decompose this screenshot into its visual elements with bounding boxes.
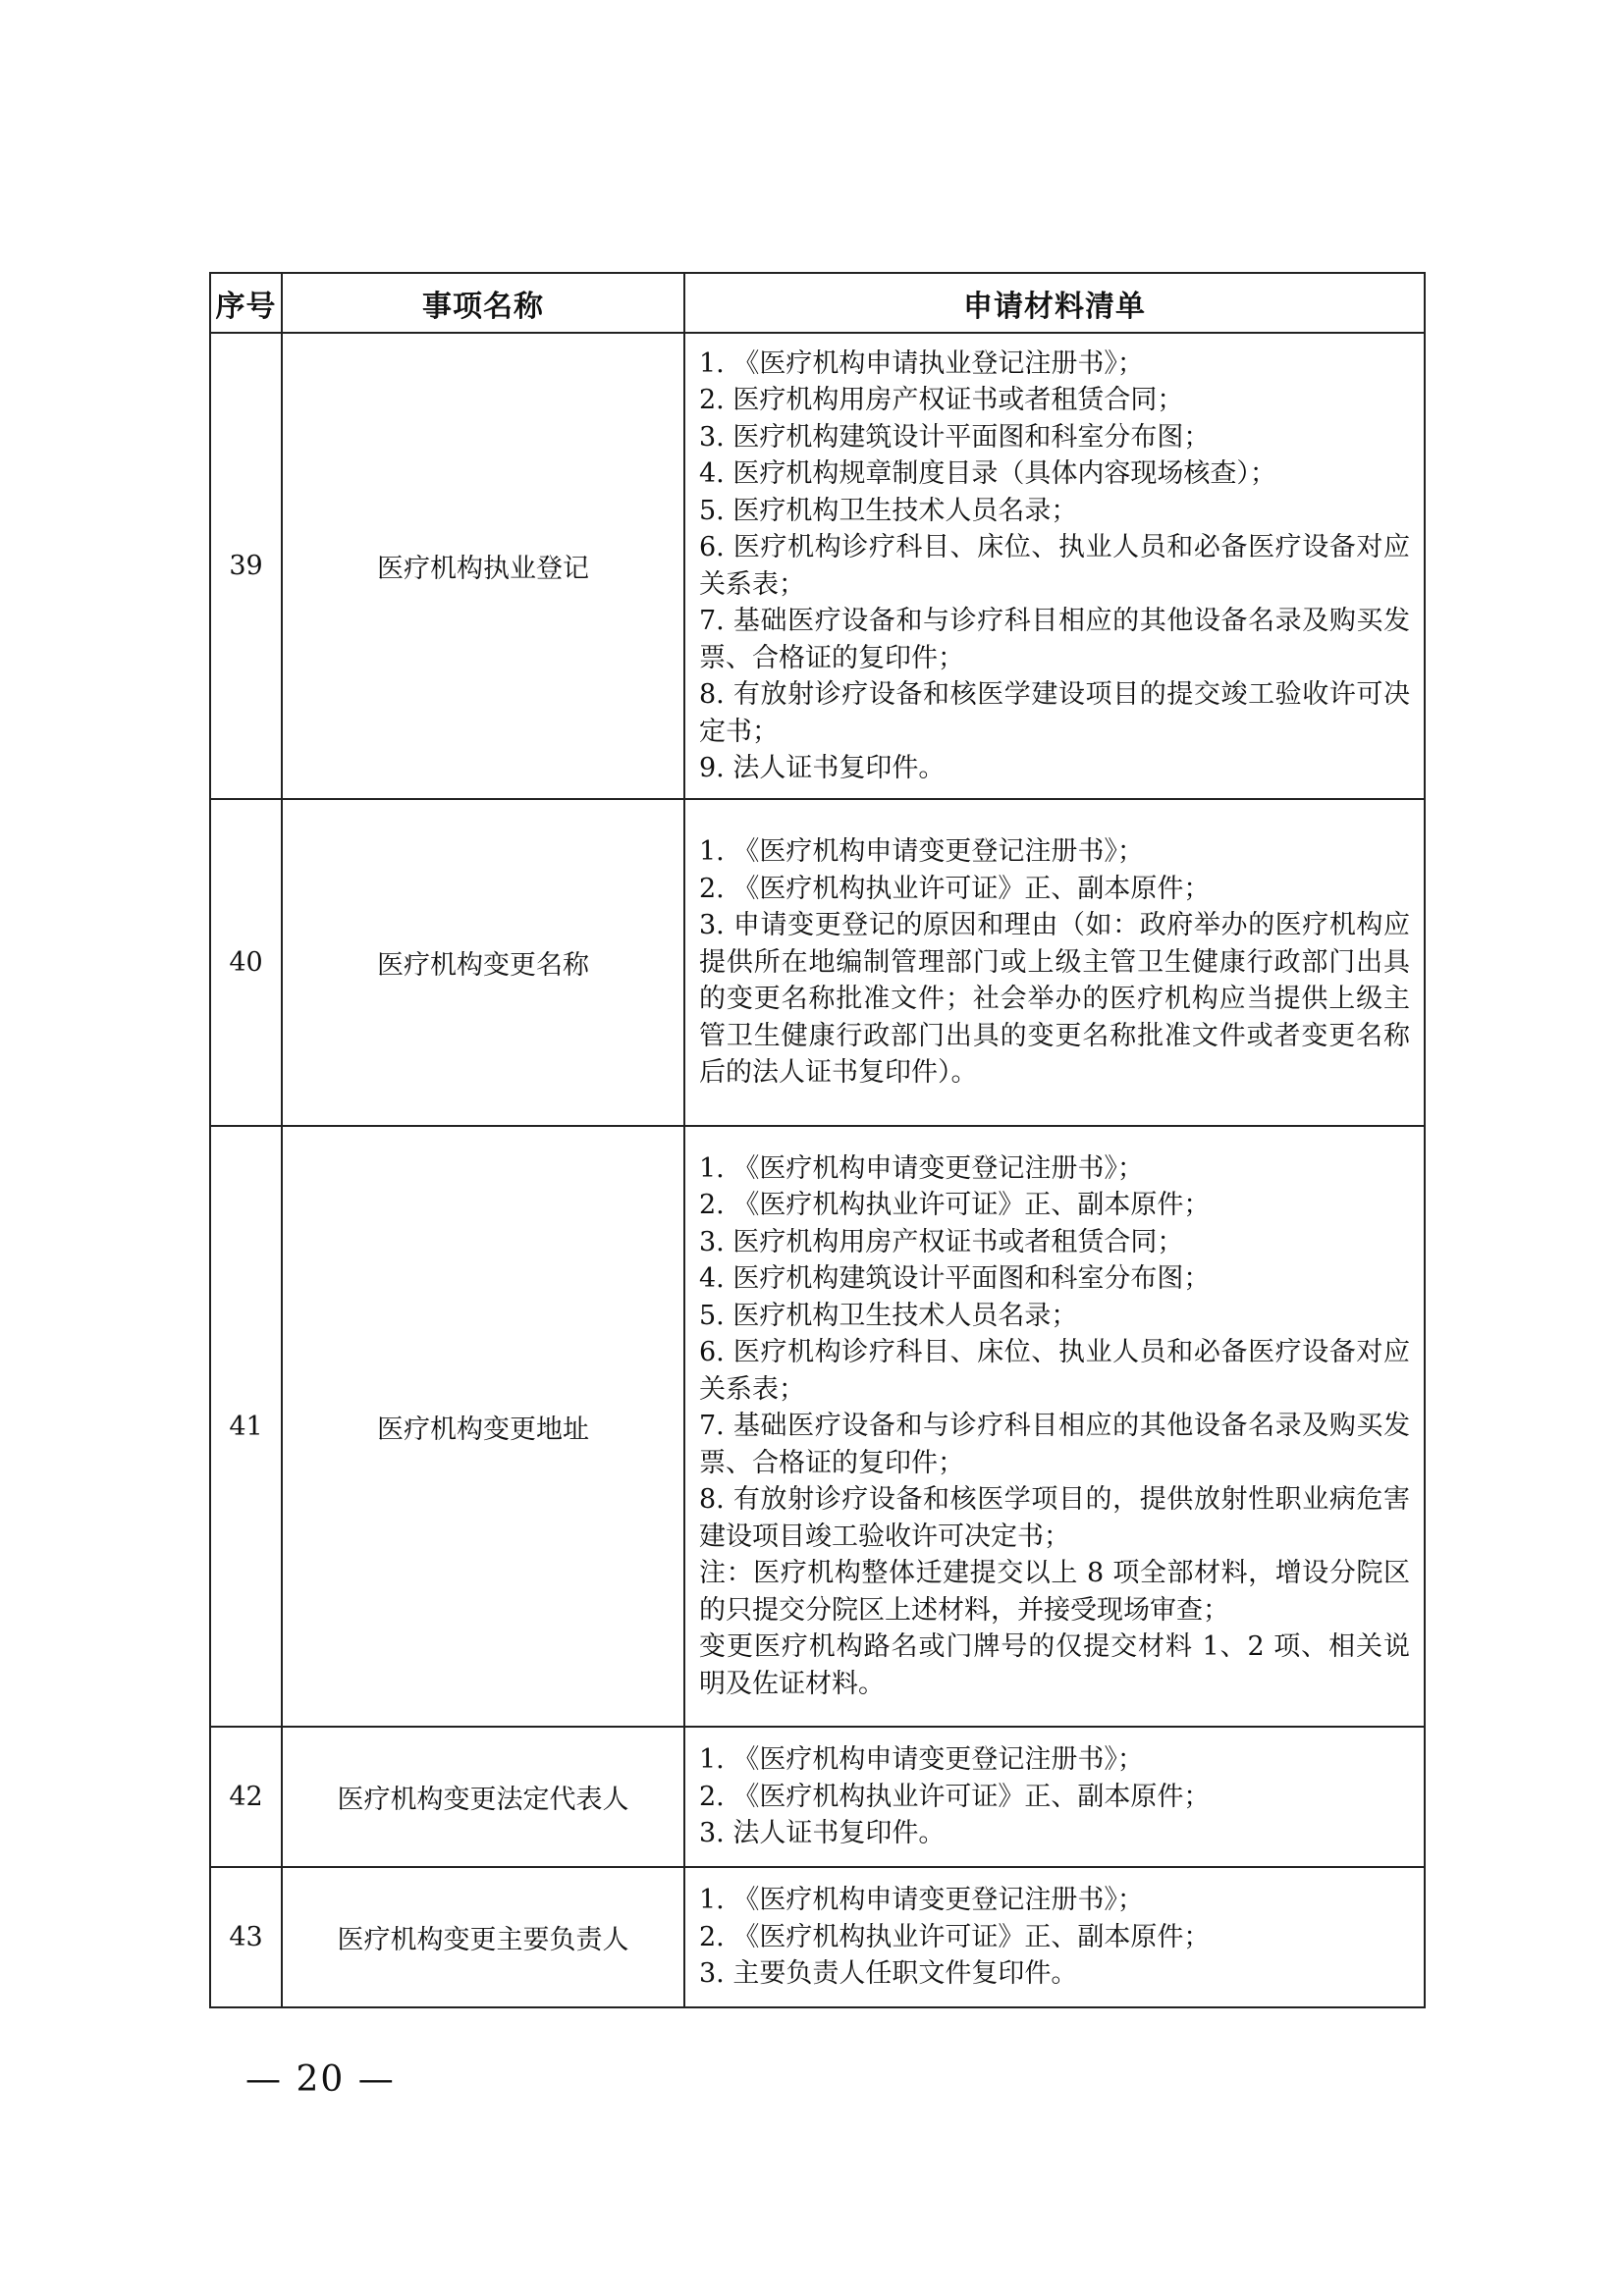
material-line: 3. 医疗机构用房产权证书或者租赁合同； (699, 1226, 1184, 1257)
material-line: 4. 医疗机构建筑设计平面图和科室分布图； (699, 1263, 1211, 1295)
table-row (210, 1126, 1425, 1727)
material-line: 7. 基础医疗设备和与诊疗科目相应的其他设备名录及购买发票、合格证的复印件； (699, 1411, 1410, 1478)
table-row (210, 333, 1425, 799)
material-line: 3. 医疗机构建筑设计平面图和科室分布图； (699, 421, 1211, 453)
materials-table (209, 272, 1426, 2008)
row-seq: 41 (210, 1126, 282, 1727)
row-item-name: 医疗机构变更名称 (282, 799, 684, 1126)
header-item-name: 事项名称 (282, 273, 684, 333)
material-line: 4. 医疗机构规章制度目录（具体内容现场核查）； (699, 458, 1276, 489)
material-note: 注：医疗机构整体迁建提交以上 8 项全部材料，增设分院区的只提交分院区上述材料，并接受现场审查； (699, 1558, 1410, 1626)
material-note: 变更医疗机构路名或门牌号的仅提交材料 1、2 项、相关说明及佐证材料。 (699, 1631, 1410, 1699)
material-line: 3. 主要负责人任职文件复印件。 (699, 1958, 1078, 1990)
material-line: 2. 《医疗机构执业许可证》正、副本原件； (699, 1781, 1211, 1812)
table-row (210, 1867, 1425, 2007)
page-number: — 20 — (245, 2059, 396, 2100)
material-line: 7. 基础医疗设备和与诊疗科目相应的其他设备名录及购买发票、合格证的复印件； (699, 606, 1410, 673)
material-line: 8. 有放射诊疗设备和核医学建设项目的提交竣工验收许可决定书； (699, 679, 1410, 747)
material-line: 9. 法人证书复印件。 (699, 753, 946, 783)
material-line: 2. 《医疗机构执业许可证》正、副本原件； (699, 1921, 1211, 1952)
material-line: 1. 《医疗机构申请变更登记注册书》； (699, 836, 1144, 868)
material-line: 3. 申请变更登记的原因和理由（如：政府举办的医疗机构应提供所在地编制管理部门或上级主管卫生健康行政部门出具的变更名称批准文件；社会举办的医疗机构应当提供上级主管卫生健康行政部门出具的变更名称批准文件或者变更名称后的法人证书复印件）。 (699, 910, 1410, 1089)
row-seq: 40 (210, 799, 282, 1126)
material-line: 1. 《医疗机构申请执业登记注册书》； (699, 347, 1144, 379)
table-row (210, 799, 1425, 1126)
row-seq: 42 (210, 1727, 282, 1867)
row-item-name: 医疗机构变更地址 (282, 1126, 684, 1727)
material-line: 8. 有放射诊疗设备和核医学项目的，提供放射性职业病危害建设项目竣工验收许可决定书； (699, 1484, 1410, 1552)
table-row (210, 1727, 1425, 1867)
material-line: 1. 《医疗机构申请变更登记注册书》； (699, 1744, 1144, 1776)
row-materials (684, 799, 1425, 1126)
row-seq: 39 (210, 333, 282, 799)
row-item-name: 医疗机构执业登记 (282, 333, 684, 799)
material-line: 5. 医疗机构卫生技术人员名录； (699, 1300, 1078, 1331)
table-header-row (210, 273, 1425, 333)
material-line: 2. 《医疗机构执业许可证》正、副本原件； (699, 1190, 1211, 1221)
row-materials (684, 1126, 1425, 1727)
material-line: 6. 医疗机构诊疗科目、床位、执业人员和必备医疗设备对应关系表； (699, 532, 1410, 600)
header-seq: 序号 (210, 273, 282, 333)
materials-table-container (209, 272, 1424, 2008)
material-line: 3. 法人证书复印件。 (699, 1818, 946, 1849)
header-materials: 申请材料清单 (684, 273, 1425, 333)
material-line: 6. 医疗机构诊疗科目、床位、执业人员和必备医疗设备对应关系表； (699, 1337, 1410, 1405)
row-item-name: 医疗机构变更主要负责人 (282, 1867, 684, 2007)
row-materials (684, 1867, 1425, 2007)
material-line: 1. 《医疗机构申请变更登记注册书》； (699, 1152, 1144, 1184)
row-materials (684, 333, 1425, 799)
row-materials (684, 1727, 1425, 1867)
row-item-name: 医疗机构变更法定代表人 (282, 1727, 684, 1867)
material-line: 2. 医疗机构用房产权证书或者租赁合同； (699, 385, 1184, 415)
material-line: 2. 《医疗机构执业许可证》正、副本原件； (699, 873, 1211, 904)
material-line: 5. 医疗机构卫生技术人员名录； (699, 495, 1078, 526)
row-seq: 43 (210, 1867, 282, 2007)
material-line: 1. 《医疗机构申请变更登记注册书》； (699, 1885, 1144, 1916)
